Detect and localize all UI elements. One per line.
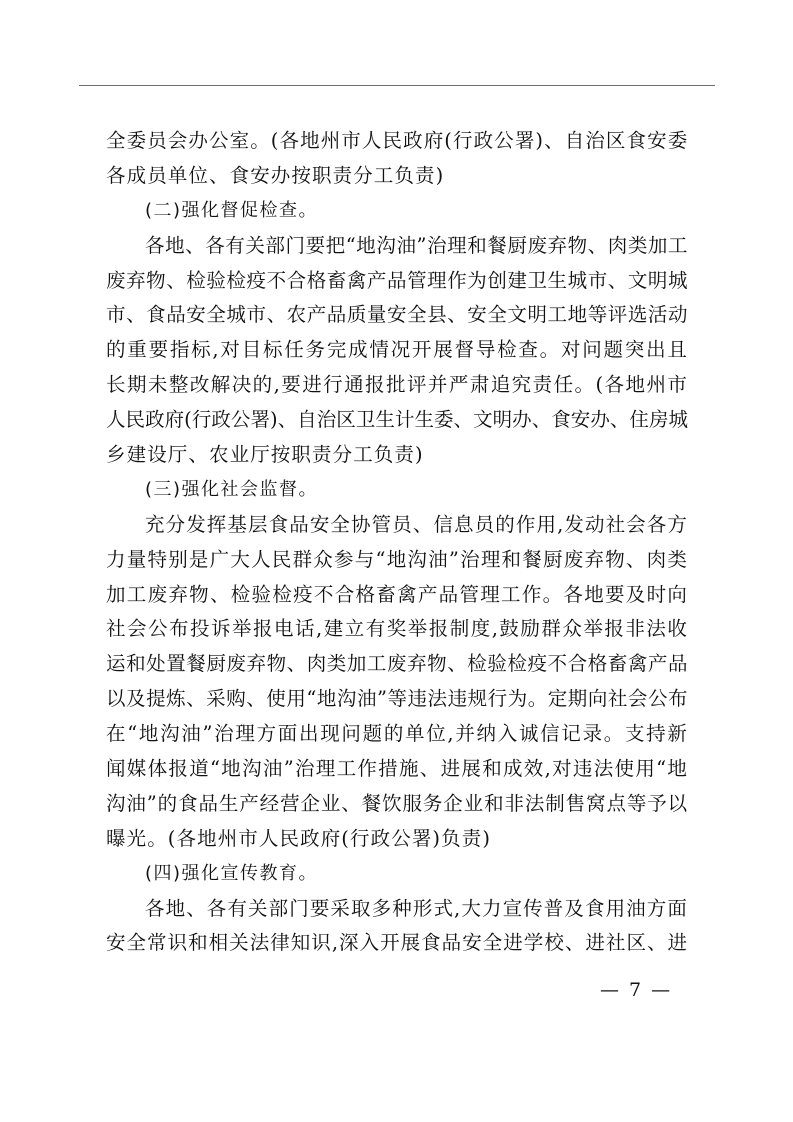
text-line: 废弃物、检验检疫不合格畜禽产品管理作为创建卫生城市、文明城 — [106, 268, 688, 292]
text-line: 的重要指标,对目标任务完成情况开展督导检查。对问题突出且 — [106, 338, 688, 362]
text-line: 各成员单位、食安办按职责分工负责) — [106, 163, 445, 187]
text-line: 各地、各有关部门要把“地沟油”治理和餐厨废弃物、肉类加工 — [145, 233, 688, 257]
text-line: 市、食品安全城市、农产品质量安全县、安全文明工地等评选活动 — [106, 303, 688, 327]
text-line: 在“地沟油”治理方面出现问题的单位,并纳入诚信记录。支持新 — [106, 722, 688, 746]
text-line: 长期未整改解决的,要进行通报批评并严肃追究责任。(各地州市 — [106, 373, 688, 397]
text-line: 各地、各有关部门要采取多种形式,大力宣传普及食用油方面 — [145, 896, 688, 920]
body-text — [106, 124, 688, 961]
text-line: 闻媒体报道“地沟油”治理工作措施、进展和成效,对违法使用“地 — [106, 757, 688, 781]
text-line: 全委员会办公室。(各地州市人民政府(行政公署)、自治区食安委 — [106, 129, 689, 152]
section-heading: (四)强化宣传教育。 — [145, 862, 319, 884]
text-line: 沟油”的食品生产经营企业、餐饮服务企业和非法制售窝点等予以 — [106, 791, 689, 815]
text-line: 运和处置餐厨废弃物、肉类加工废弃物、检验检疫不合格畜禽产品 — [106, 652, 688, 676]
text-line: 安全常识和相关法律知识,深入开展食品安全进学校、进社区、进 — [106, 931, 688, 955]
text-line: 力量特别是广大人民群众参与“地沟油”治理和餐厨废弃物、肉类 — [106, 547, 688, 571]
page-number: — 7 — — [600, 979, 673, 1001]
text-line: 以及提炼、采购、使用“地沟油”等违法违规行为。定期向社会公布 — [106, 687, 688, 711]
text-line: 充分发挥基层食品安全协管员、信息员的作用,发动社会各方 — [145, 512, 688, 536]
header-rule — [79, 85, 715, 86]
text-line: 人民政府(行政公署)、自治区卫生计生委、文明办、食安办、住房城 — [106, 408, 688, 432]
text-line: 社会公布投诉举报电话,建立有奖举报制度,鼓励群众举报非法收 — [106, 617, 688, 641]
text-line: 曝光。(各地州市人民政府(行政公署)负责) — [106, 826, 492, 850]
text-line: 乡建设厅、农业厅按职责分工负责) — [106, 443, 424, 467]
section-heading: (三)强化社会监督。 — [145, 478, 319, 500]
text-line: 加工废弃物、检验检疫不合格畜禽产品管理工作。各地要及时向 — [106, 582, 688, 606]
section-heading: (二)强化督促检查。 — [145, 199, 319, 221]
